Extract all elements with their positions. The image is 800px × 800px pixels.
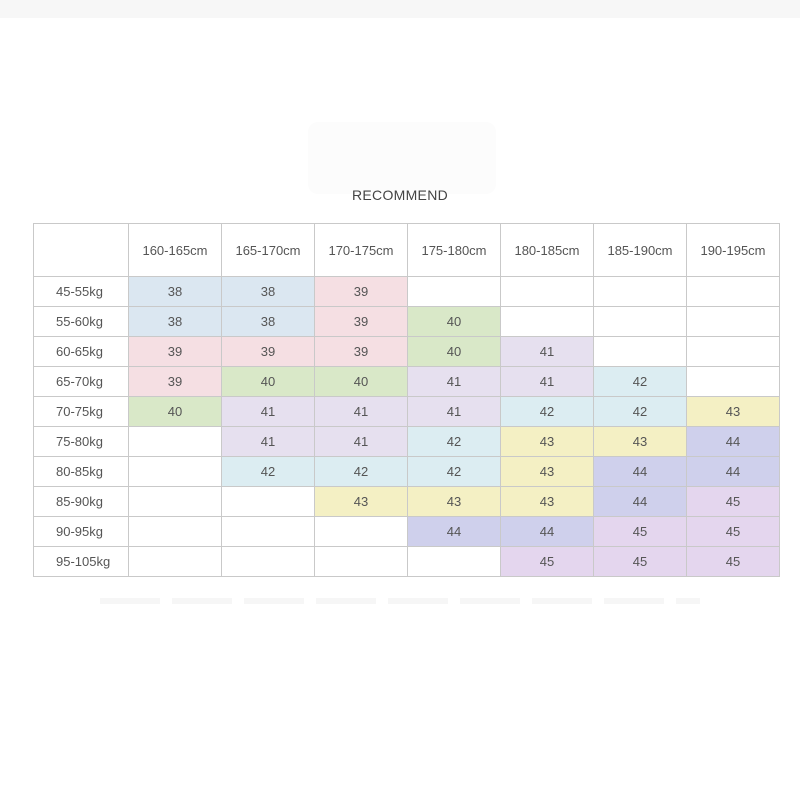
row-header: 90-95kg [34, 517, 129, 547]
size-cell: 43 [687, 397, 780, 427]
table-row [34, 457, 780, 487]
size-cell [315, 517, 408, 547]
size-cell: 43 [315, 487, 408, 517]
size-cell [594, 307, 687, 337]
table-row [34, 487, 780, 517]
size-cell: 40 [408, 307, 501, 337]
size-cell: 41 [315, 397, 408, 427]
size-cell: 42 [594, 397, 687, 427]
size-cell: 45 [687, 517, 780, 547]
size-cell [687, 277, 780, 307]
size-cell [129, 487, 222, 517]
size-cell: 43 [501, 457, 594, 487]
size-cell [687, 367, 780, 397]
size-cell: 39 [222, 337, 315, 367]
size-cell: 42 [501, 397, 594, 427]
size-cell [687, 337, 780, 367]
size-cell: 41 [501, 367, 594, 397]
top-band [0, 0, 800, 18]
table-row [34, 427, 780, 457]
size-cell: 38 [129, 277, 222, 307]
size-cell: 41 [501, 337, 594, 367]
table-row [34, 367, 780, 397]
size-cell [129, 517, 222, 547]
size-cell: 39 [129, 367, 222, 397]
size-cell: 41 [222, 427, 315, 457]
size-cell: 45 [594, 547, 687, 577]
size-cell: 40 [408, 337, 501, 367]
size-cell: 43 [501, 427, 594, 457]
size-cell [408, 547, 501, 577]
size-cell [129, 457, 222, 487]
size-cell: 43 [594, 427, 687, 457]
size-cell: 45 [594, 517, 687, 547]
size-cell: 44 [687, 427, 780, 457]
table-row [34, 397, 780, 427]
row-header: 65-70kg [34, 367, 129, 397]
row-header: 80-85kg [34, 457, 129, 487]
size-cell: 42 [315, 457, 408, 487]
size-cell [129, 427, 222, 457]
size-cell: 38 [222, 277, 315, 307]
row-header: 85-90kg [34, 487, 129, 517]
table-row [34, 337, 780, 367]
size-cell [501, 277, 594, 307]
column-header: 160-165cm [129, 224, 222, 277]
table-row [34, 517, 780, 547]
size-cell: 44 [594, 487, 687, 517]
column-header: 175-180cm [408, 224, 501, 277]
column-header: 165-170cm [222, 224, 315, 277]
size-cell [408, 277, 501, 307]
header-row [34, 224, 780, 277]
table-body [34, 277, 780, 577]
column-header: 180-185cm [501, 224, 594, 277]
size-cell: 42 [408, 457, 501, 487]
size-cell: 41 [222, 397, 315, 427]
column-header: 185-190cm [594, 224, 687, 277]
size-cell: 40 [315, 367, 408, 397]
row-header: 45-55kg [34, 277, 129, 307]
faded-logo-area [308, 122, 496, 194]
size-cell: 44 [687, 457, 780, 487]
size-cell: 39 [315, 277, 408, 307]
size-cell: 44 [594, 457, 687, 487]
size-cell: 45 [687, 547, 780, 577]
size-cell: 44 [501, 517, 594, 547]
row-header: 70-75kg [34, 397, 129, 427]
size-cell: 45 [501, 547, 594, 577]
row-header: 75-80kg [34, 427, 129, 457]
column-header: 190-195cm [687, 224, 780, 277]
table-row [34, 307, 780, 337]
size-cell [222, 487, 315, 517]
size-cell [315, 547, 408, 577]
size-cell: 39 [315, 307, 408, 337]
row-header: 95-105kg [34, 547, 129, 577]
size-cell: 41 [408, 367, 501, 397]
size-cell [501, 307, 594, 337]
size-cell: 43 [408, 487, 501, 517]
faded-caption [100, 598, 700, 604]
size-cell: 39 [129, 337, 222, 367]
corner-cell [34, 224, 129, 277]
size-cell: 38 [222, 307, 315, 337]
size-cell: 39 [315, 337, 408, 367]
size-cell: 41 [408, 397, 501, 427]
size-cell: 38 [129, 307, 222, 337]
row-header: 60-65kg [34, 337, 129, 367]
size-cell [594, 337, 687, 367]
page-title: RECOMMEND [351, 187, 449, 203]
size-chart-table [33, 223, 780, 577]
size-cell: 45 [687, 487, 780, 517]
size-cell [687, 307, 780, 337]
size-cell: 44 [408, 517, 501, 547]
size-cell [222, 517, 315, 547]
size-cell: 43 [501, 487, 594, 517]
size-cell [594, 277, 687, 307]
size-cell [222, 547, 315, 577]
row-header: 55-60kg [34, 307, 129, 337]
size-cell: 40 [222, 367, 315, 397]
size-cell: 42 [594, 367, 687, 397]
size-cell: 42 [222, 457, 315, 487]
table-row [34, 277, 780, 307]
size-cell: 41 [315, 427, 408, 457]
size-cell: 42 [408, 427, 501, 457]
column-header: 170-175cm [315, 224, 408, 277]
size-cell [129, 547, 222, 577]
table-row [34, 547, 780, 577]
size-cell: 40 [129, 397, 222, 427]
